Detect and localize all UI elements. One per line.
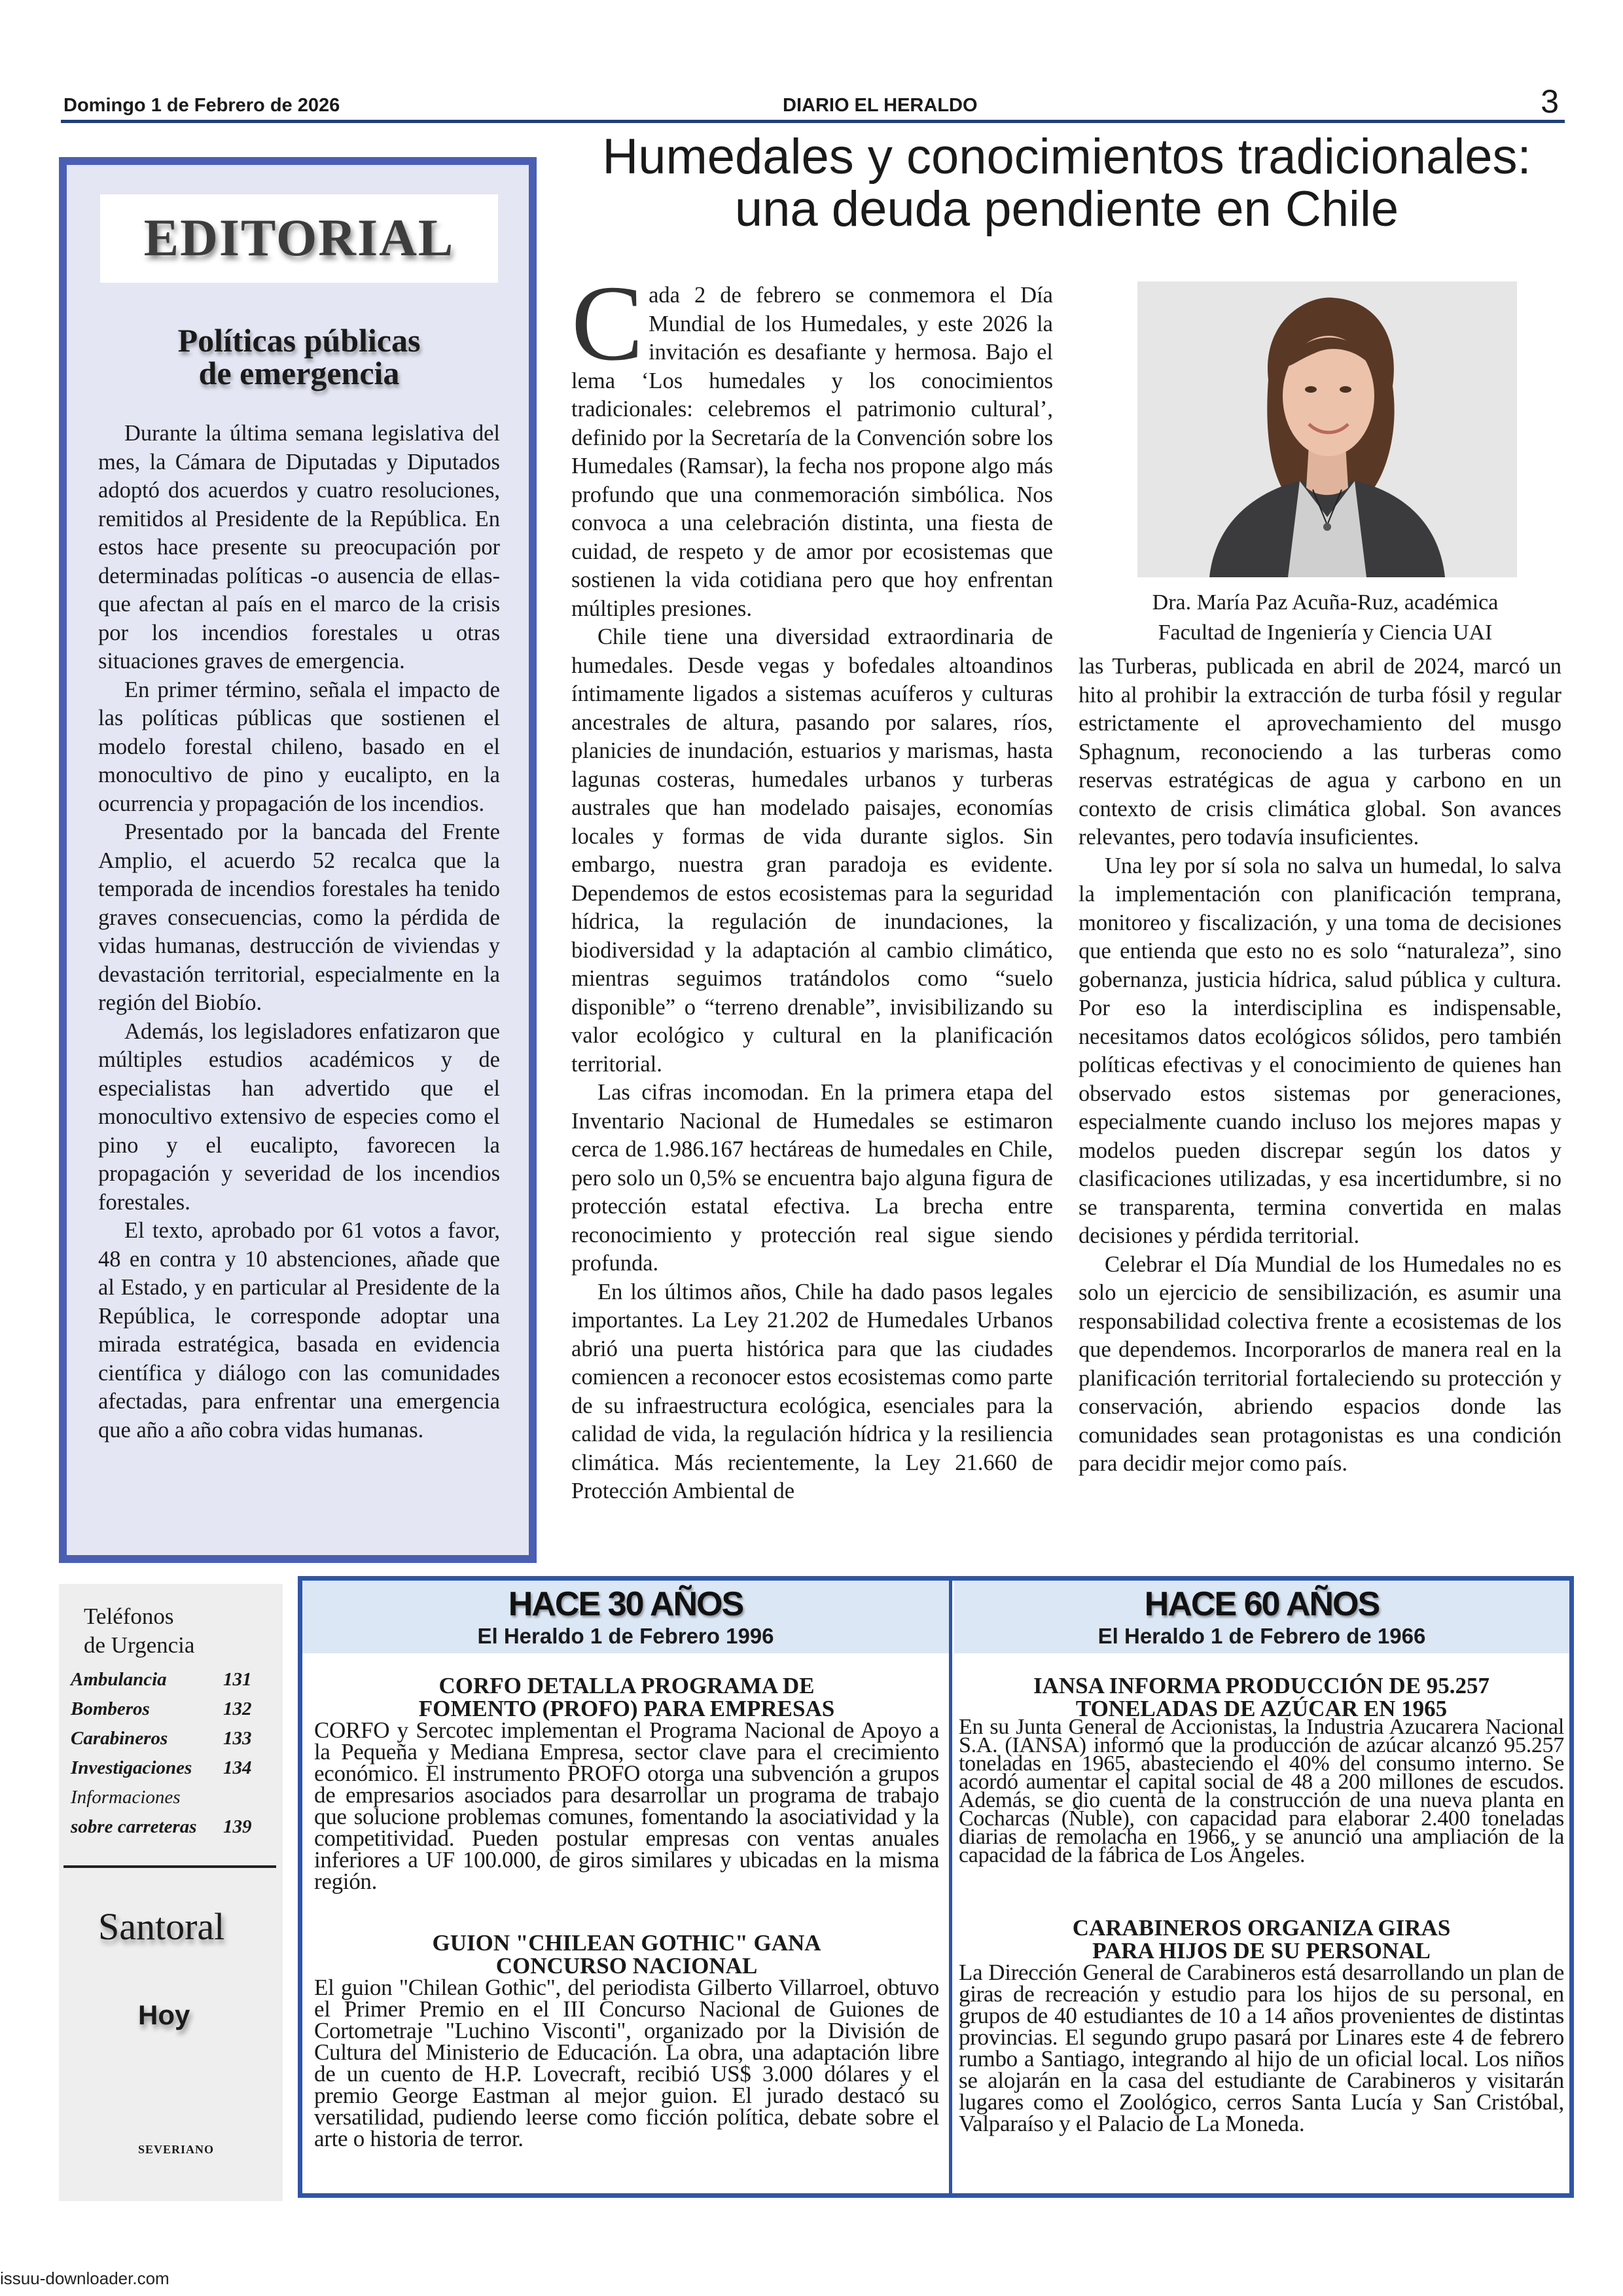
- headline-line: CORFO DETALLA PROGRAMA DE: [438, 1673, 815, 1698]
- phones-title-line: Teléfonos: [84, 1604, 174, 1629]
- hace60-story1-body: En su Junta General de Accionistas, la Industria Azucarera Nacional S.A. (IANSA) informó que la producción de azúcar alcanzó 95.257 toneladas en 1965, abasteciendo el 40% del consumo interno. Se acordó aumentar el capital social de 48 a 200 millones de escudos. Además, se dio cuenta de la construcción de una nueva planta en Cocharcas (Ñuble), con capacidad para elaborar 2.400 toneladas diarias de remolacha en 1966, y se anunció una ampliación de la capacidad de la fábrica de Los Ángeles.: [959, 1715, 1564, 1867]
- phone-number: 139: [223, 1816, 252, 1837]
- headline-line: FOMENTO (PROFO) PARA EMPRESAS: [418, 1696, 835, 1721]
- editorial-paragraph: El texto, aprobado por 61 votos a favor, 48 en contra y 10 abstenciones, añade que al Estado, y en particular al Presidente de la República, le corresponde adoptar una mirada estratégica, basada en evidencia científica y diálogo con las comunidades afectadas, para enfrentar una emergencia que año a año cobra vidas humanas.: [98, 1218, 500, 1443]
- editorial-title-line: Políticas públicas: [177, 322, 421, 359]
- santoral-title: Santoral: [98, 1905, 225, 1948]
- hace30-header: [302, 1581, 949, 1653]
- editorial-paragraph: Durante la última semana legislativa del mes, la Cámara de Diputadas y Diputados adoptó dos acuerdos y cuatro resoluciones, remitidos al Presidente de la República. En estos hace presente su preocupación por determinadas políticas -o ausencia de ellas- que afectan al país en el marco de la crisis por los incendios forestales u otras situaciones graves de emergencia.: [98, 421, 500, 673]
- hace30-title: HACE 30 AÑOS: [508, 1585, 743, 1623]
- editorial-title-line: de emergencia: [198, 355, 400, 391]
- article-paragraph: En los últimos años, Chile ha dado pasos legales importantes. La Ley 21.202 de Humedales Urbanos abrió una puerta histórica para que las ciudades comiencen a reconocer estos ecosistemas como parte de su infraestructura ecológica, esenciales para la calidad de vida, la regulación hídrica y la resiliencia climática. Más recientemente, la Ley 21.660 de Protección Ambiental de: [571, 1279, 1053, 1503]
- hace60-story1-headline: [959, 1674, 1564, 1720]
- drop-cap: C: [571, 263, 644, 383]
- headline-line: una deuda pendiente en Chile: [734, 181, 1399, 237]
- phone-number: 134: [223, 1757, 252, 1778]
- hace60-title: HACE 60 AÑOS: [1144, 1585, 1380, 1623]
- article-column-right: [1079, 653, 1561, 1479]
- phone-number: 133: [223, 1728, 252, 1749]
- editorial-paragraph: Presentado por la bancada del Frente Amplio, el acuerdo 52 recalca que la temporada de incendios forestales ha tenido graves consecuencias, como la pérdida de vidas humanas, destrucción de viviendas y devastación territorial, especialmente en la región del Biobío.: [98, 819, 500, 1015]
- editorial-paragraph: En primer término, señala el impacto de las políticas públicas que sostienen el modelo forestal chileno, basado en el monocultivo de pino y eucalipto, en la ocurrencia y propagación de los incendios.: [98, 677, 500, 816]
- header-rule: [61, 120, 1565, 123]
- hace60-subtitle: El Heraldo 1 de Febrero de 1966: [1097, 1624, 1426, 1648]
- santoral-today: Hoy: [138, 2000, 190, 2030]
- phone-row: [71, 1757, 252, 1779]
- author-portrait-image: [1137, 281, 1517, 577]
- hace60-story2-headline: [959, 1916, 1564, 1962]
- phone-label: Investigaciones: [71, 1757, 192, 1778]
- editorial-title: [98, 324, 500, 389]
- editorial-paragraph: Además, los legisladores enfatizaron que múltiples estudios académicos y de especialistas han advertido que el monocultivo extensivo de especies como el pino y el eucalipto, favorecen la propagación y severidad de los incendios forestales.: [98, 1018, 500, 1215]
- phone-number: 132: [223, 1698, 252, 1719]
- hace60-header: [954, 1581, 1569, 1653]
- phone-label: Carabineros: [71, 1728, 168, 1749]
- author-photo: [1137, 281, 1517, 577]
- page-number: 3: [1541, 83, 1559, 120]
- first-paragraph-text: ada 2 de febrero se conmemora el Día Mundial de los Humedales, y este 2026 la invitación es desafiante y hermosa. Bajo el lema ‘Los humedales y los conocimientos tradicionales: celebremos el patrimonio cultural’, definido por la Secretaría de la Convención sobre los Humedales (Ramsar), la fecha nos propone algo más profundo que una conmemoración simbólica. Nos convoca a una celebración distinta, una fiesta de cuidad, de respeto y de amor por ecosistemas que sostienen la vida cotidiana pero que hoy enfrentan múltiples presiones.: [571, 283, 1053, 621]
- article-paragraph: Celebrar el Día Mundial de los Humedales no es solo un ejercicio de sensibilización, es asumir una responsabilidad colectiva frente a ecosistemas de los que dependemos. Incorporarlos de manera real en la planificación territorial fortaleciendo su protección y conservación, abriendo espacios donde las comunidades sean protagonistas es una condición para decidir mejor como país.: [1079, 1251, 1561, 1476]
- phone-label: Bomberos: [71, 1698, 150, 1719]
- headline-line: CARABINEROS ORGANIZA GIRAS: [1072, 1915, 1451, 1941]
- caption-line: Facultad de Ingeniería y Ciencia UAI: [1158, 620, 1493, 645]
- phone-row: [71, 1816, 252, 1838]
- phone-row: [71, 1669, 252, 1691]
- article-first-paragraph: [571, 263, 1053, 623]
- hace30-story2-body: El guion "Chilean Gothic", del periodista Gilberto Villarroel, obtuvo el Primer Premio en el III Concurso Nacional de Guiones de Cortometraje "Luchino Visconti", organizado por la División de Cultura del Ministerio de Educación. La obra, una adaptación libre de un cuento de H.P. Lovecraft, recibió US$ 3.000 dólares y el premio George Eastman al mejor guion. El jurado destacó su versatilidad, pudiendo leerse como ficción política, debate sobre el arte o historia de terror.: [314, 1975, 939, 2151]
- hace30-story1-headline: [314, 1674, 939, 1720]
- phone-row: [71, 1698, 252, 1720]
- phones-title: [84, 1602, 241, 1660]
- photo-caption: [1080, 588, 1571, 648]
- caption-line: Dra. María Paz Acuña-Ruz, académica: [1152, 590, 1499, 615]
- headline-line: GUION "CHILEAN GOTHIC" GANA: [432, 1930, 821, 1956]
- article-paragraph: las Turberas, publicada en abril de 2024, marcó un hito al prohibir la extracción de turba fósil y regular estrictamente el aprovechamiento del musgo Sphagnum, reconociendo a las turberas como reservas estratégicas de agua y carbono en un contexto de crisis climática global. Son avances relevantes, pero todavía insuficientes.: [1079, 654, 1561, 850]
- headline-line: IANSA INFORMA PRODUCCIÓN DE 95.257: [1033, 1673, 1490, 1698]
- article-column-left: [571, 263, 1053, 1506]
- article-paragraph: Chile tiene una diversidad extraordinaria de humedales. Desde vegas y bofedales altoandinos íntimamente ligados a sistemas acuíferos y culturas ancestrales de altura, pasando por salares, ríos, planicies de inundación, estuarios y marismas, hasta lagunas costeras, humedales urbanos y turberas australes que han modelado paisajes, economías locales y formas de vida durante siglos. Sin embargo, nuestra gran paradoja es evidente. Dependemos de estos ecosistemas para la seguridad hídrica, la regulación de inundaciones, la biodiversidad y la adaptación al cambio climático, mientras seguimos tratándolos como “suelo disponible” o “terreno drenable”, invisibilizando su valor ecológico y cultural en la planificación territorial.: [571, 624, 1053, 1077]
- newspaper-name: DIARIO EL HERALDO: [783, 95, 978, 116]
- santoral-saint: SEVERIANO: [138, 2143, 215, 2156]
- headline-line: Humedales y conocimientos tradicionales:: [602, 129, 1531, 185]
- history-divider: [949, 1581, 952, 2193]
- hace30-story2-headline: [314, 1931, 939, 1977]
- phone-label: Ambulancia: [71, 1669, 167, 1690]
- editorial-label: EDITORIAL: [143, 209, 455, 267]
- phone-info-label: Informaciones: [71, 1787, 181, 1808]
- article-headline: [576, 131, 1558, 236]
- phone-number: 131: [223, 1669, 252, 1690]
- headline-line: PARA HIJOS DE SU PERSONAL: [1092, 1938, 1431, 1964]
- hace30-subtitle: El Heraldo 1 de Febrero 1996: [477, 1624, 774, 1648]
- header-date: Domingo 1 de Febrero de 2026: [63, 95, 340, 116]
- headline-line: TONELADAS DE AZÚCAR EN 1965: [1075, 1696, 1448, 1721]
- editorial-label-plate: [100, 194, 498, 283]
- phone-row: [71, 1728, 252, 1749]
- hace30-story1-body: CORFO y Sercotec implementan el Programa Nacional de Apoyo a la Pequeña y Mediana Empresa, sector clave para el crecimiento económico. El instrumento PROFO otorga una subvención a grupos de empresarios asociados para desarrollar un programa de trabajo que solucione problemas comunes, fomentando la asociatividad y la competitividad. Pueden postular empresas con ventas anuales inferiores a UF 100.000, de giros similares y ubicadas en la misma región.: [314, 1717, 939, 1894]
- editorial-body: [98, 420, 500, 1444]
- headline-line: CONCURSO NACIONAL: [495, 1953, 758, 1979]
- phones-divider: [63, 1865, 276, 1868]
- article-paragraph: Una ley por sí sola no salva un humedal, lo salva la implementación con planificación temprana, monitoreo y fiscalización, y una toma de decisiones que entienda que esto no es solo “naturaleza”, sino gobernanza, justicia hídrica, salud pública y cultura. Por eso la interdisciplina es indispensable, necesitamos datos ecológicos sólidos, pero también políticas efectivas y el conocimiento de quienes han observado estos sistemas por generaciones, especialmente cuando incluso los mejores mapas y modelos pueden discrepar según los datos y clasificaciones utilizadas, y esa incertidumbre, si no se transparenta, termina convertida en malas decisiones y pérdida territorial.: [1079, 853, 1561, 1248]
- phones-title-line: de Urgencia: [84, 1632, 195, 1658]
- watermark-text: issuu-downloader.com: [0, 2269, 169, 2288]
- article-paragraph: Las cifras incomodan. En la primera etapa del Inventario Nacional de Humedales se estimaron cerca de 1.986.167 hectáreas de humedales en Chile, pero solo un 0,5% se encuentra bajo alguna figura de protección estatal efectiva. La brecha entre reconocimiento y protección real sigue siendo profunda.: [571, 1080, 1053, 1276]
- phone-label: sobre carreteras: [71, 1816, 197, 1837]
- hace60-story2-body: La Dirección General de Carabineros está desarrollando un plan de giras de recreación y estudio para los hijos de su personal, en grupos de 40 estudiantes de 10 a 14 años provenientes de distintas provincias. El segundo grupo pasará por Linares este 4 de febrero rumbo a Santiago, integrando al hijo de un oficial local. Los niños se alojarán en la casa del estudiante de Carabineros y visitarán lugares como el Zoológico, cerros Santa Lucía y San Cristóbal, Valparaíso y el Palacio de La Moneda.: [959, 1960, 1564, 2136]
